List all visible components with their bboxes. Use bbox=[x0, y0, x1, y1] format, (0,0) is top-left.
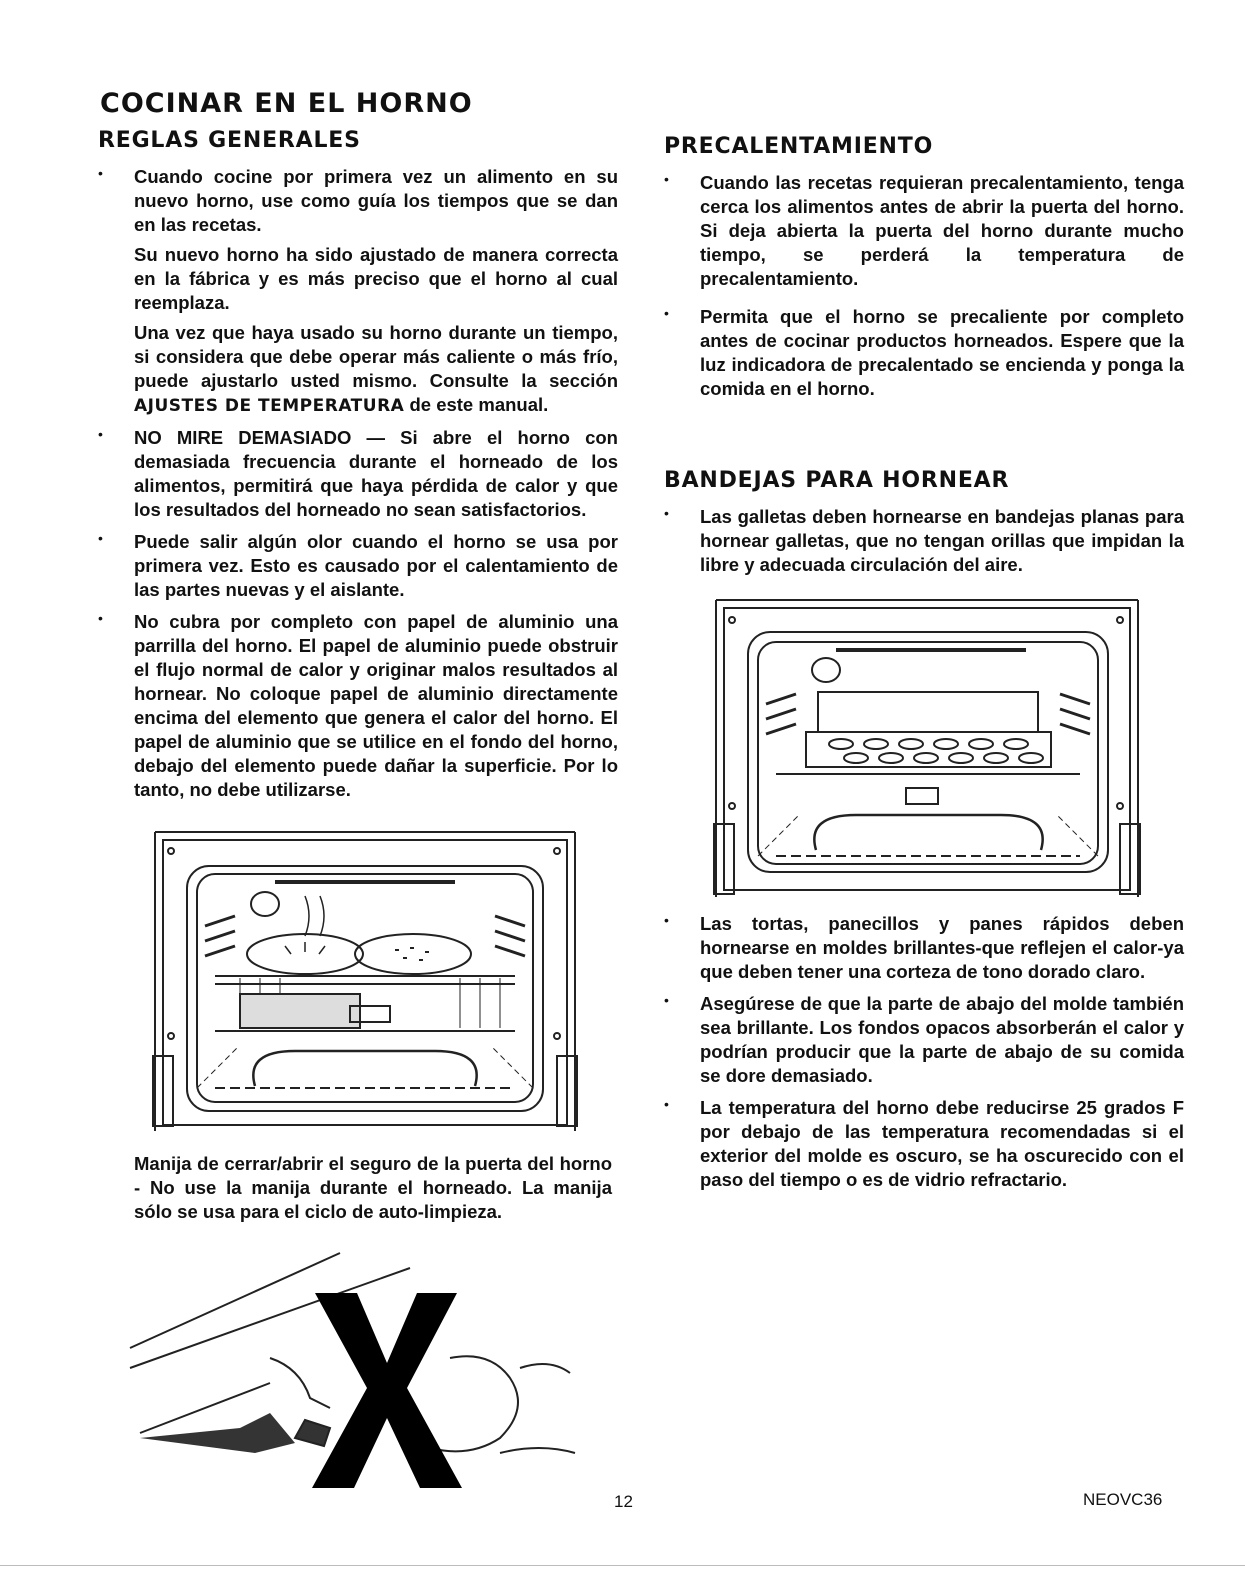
item-text: • Cuando las recetas requieran precalentamiento, tenga cerca los alimentos antes de abrir la puerta del horno. Si deja abierta la puerta del horno durante mucho tiempo, se perderá la temperatura de precalentamiento. bbox=[700, 172, 1184, 289]
general-rules-heading: REGLAS GENERALES bbox=[98, 128, 361, 153]
baking-pans-tips bbox=[664, 912, 1184, 1200]
item-text: • No cubra por completo con papel de aluminio una parrilla del horno. El papel de aluminio puede obstruir el flujo normal de calor y originar malos resultados al hornear. No coloque papel de aluminio directamente encima del elemento que genera el calor del horno. El papel de aluminio que se utilice en el fondo del horno, debajo del elemento puede dañar la superficie. Por lo tanto, no debe utilizarse. bbox=[134, 611, 618, 800]
item-text: • La temperatura del horno debe reducirse 25 grados F por debajo de las temperatura recomendadas si el exterior del molde es oscuro, se ha oscurecido con el paso del tiempo o es de vidrio refractario. bbox=[700, 1097, 1184, 1190]
page-title: COCINAR EN EL HORNO bbox=[100, 88, 473, 119]
list-item bbox=[664, 171, 1184, 291]
baking-pans-intro-list bbox=[664, 505, 1184, 577]
item-text: • Las galletas deben hornearse en bandejas planas para hornear galletas, que no tengan orillas que impidan la libre y adecuada circulación del aire. bbox=[700, 506, 1184, 575]
sub-text: Una vez que haya usado su horno durante un tiempo, si considera que debe operar más caliente o más frío, puede ajustarlo usted mismo. Consulte la sección bbox=[134, 322, 618, 391]
list-item bbox=[664, 305, 1184, 401]
item-text: • NO MIRE DEMASIADO — Si abre el horno con demasiada frecuencia durante el horneado de los alimentos, permitirá que haya pérdida de calor y que los resultados del horneado no sean satisfactorios. bbox=[134, 427, 618, 520]
baking-pans-list bbox=[664, 912, 1184, 1192]
oven-pies-illustration bbox=[145, 826, 585, 1141]
list-item bbox=[98, 165, 618, 418]
item-subparagraph: Su nuevo horno ha sido ajustado de manera correcta en la fábrica y es más preciso que el horno al cual reemplaza. bbox=[134, 244, 618, 313]
item-text: • Cuando cocine por primera vez un alimento en su nuevo horno, use como guía los tiempos que se dan en las recetas. bbox=[134, 166, 618, 235]
model-code: NEOVC36 bbox=[1083, 1490, 1163, 1509]
page-bottom-rule bbox=[0, 1565, 1245, 1566]
page-number: 12 bbox=[614, 1492, 633, 1511]
preheat-section bbox=[664, 134, 1184, 409]
general-rules-list bbox=[98, 165, 618, 802]
sub-text: de este manual. bbox=[404, 394, 549, 415]
item-subparagraph bbox=[134, 321, 618, 418]
list-item bbox=[98, 530, 618, 602]
preheat-list bbox=[664, 171, 1184, 401]
preheat-heading: PRECALENTAMIENTO bbox=[664, 134, 934, 159]
oven-cookies-illustration bbox=[706, 592, 1151, 907]
list-item bbox=[664, 912, 1184, 984]
list-item bbox=[664, 992, 1184, 1088]
item-text: • Permita que el horno se precaliente por completo antes de cocinar productos horneados. Espere que la luz indicadora de precalentado se encienda y ponga la comida en el horno. bbox=[700, 306, 1184, 399]
baking-pans-heading: BANDEJAS PARA HORNEAR bbox=[664, 468, 1010, 493]
list-item bbox=[664, 505, 1184, 577]
list-item bbox=[98, 610, 618, 802]
door-latch-warning-illustration bbox=[120, 1248, 600, 1488]
door-latch-caption: Manija de cerrar/abrir el seguro de la puerta del horno - No use la manija durante el horneado. La manija sólo se usa para el ciclo de auto-limpieza. bbox=[134, 1153, 612, 1222]
list-item bbox=[664, 1096, 1184, 1192]
item-text: • Asegúrese de que la parte de abajo del molde también sea brillante. Los fondos opacos absorberán el calor y podrían producir que la parte de abajo de su comida se dore demasiado. bbox=[700, 993, 1184, 1086]
temperature-adjust-reference: AJUSTES DE TEMPERATURA bbox=[134, 396, 405, 416]
item-text: • Las tortas, panecillos y panes rápidos deben hornearse en moldes brillantes-que reflejen el calor-ya que deben tener una corteza de tono dorado claro. bbox=[700, 913, 1184, 982]
item-text: • Puede salir algún olor cuando el horno se usa por primera vez. Esto es causado por el calentamiento de las partes nuevas y el aislante. bbox=[134, 531, 618, 600]
list-item bbox=[98, 426, 618, 522]
general-rules-section bbox=[98, 128, 618, 810]
baking-pans-section bbox=[664, 468, 1184, 585]
